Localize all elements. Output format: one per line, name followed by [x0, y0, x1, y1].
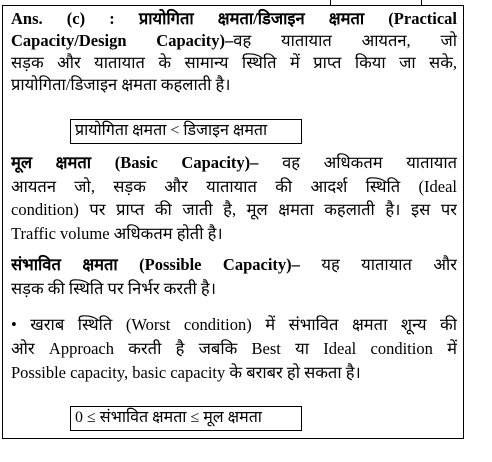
practical-capacity-heading-en-2: Capacity/Design Capacity)– [11, 31, 234, 50]
basic-definition-line-1: वह अधिकतम यातायात [282, 153, 457, 172]
basic-definition-line-3: condition) पर प्राप्त की जाती है, मूल क्षमता कहलाती है। इस पर [11, 200, 457, 219]
possible-capacity-heading-en: (Possible Capacity)– [139, 255, 300, 274]
possible-capacity-heading-hi: संभावित क्षमता [11, 255, 118, 274]
basic-capacity-line-1 [11, 152, 457, 174]
bullet-line-1 [11, 314, 457, 336]
basic-definition-line-4: Traffic volume अधिकतम होती है। [11, 224, 223, 243]
practical-definition-line-1: वह यातायात आयतन, जो [233, 31, 457, 50]
answer-heading-line-2 [11, 30, 457, 52]
formula-practical-vs-design: प्रायोगिता क्षमता < डिजाइन क्षमता [70, 119, 302, 144]
bullet-icon: • [11, 315, 17, 334]
practical-capacity-heading-hi: प्रायोगिता क्षमता/डिजाइन क्षमता [138, 9, 365, 28]
practical-capacity-heading-en: (Practical [388, 9, 457, 28]
practical-definition-line-2: सड़क और यातायात के सामान्य स्थिति में प्राप्त किया जा सके, [11, 53, 457, 72]
bullet-text-1: खराब स्थिति (Worst condition) में संभावित क्षमता शून्य की [30, 315, 457, 334]
bullet-line-3: Possible capacity, basic capacity के बराबर हो सकता है। [11, 363, 361, 382]
practical-definition-line-3: प्रायोगिता/डिजाइन क्षमता कहलाती है। [11, 75, 231, 94]
answer-heading-line-1 [11, 8, 457, 30]
basic-capacity-heading-en: (Basic Capacity)– [114, 153, 259, 172]
possible-definition-line-2: सड़क की स्थिति पर निर्भर करती है। [11, 279, 216, 298]
basic-capacity-heading-hi: मूल क्षमता [11, 153, 92, 172]
bullet-line-2: ओर Approach करती है जबकि Best या Ideal condition में [11, 339, 457, 358]
possible-definition-line-1: यह यातायात और [321, 255, 457, 274]
basic-definition-line-2: आयतन जो, सड़क और यातायात की आदर्श स्थिति (Ideal [11, 177, 457, 196]
answer-label: Ans. (c) : [11, 9, 115, 28]
possible-capacity-line-1 [11, 254, 457, 276]
formula-possible-capacity-range: 0 ≤ संभावित क्षमता ≤ मूल क्षमता [70, 406, 302, 431]
answer-box [2, 5, 464, 439]
